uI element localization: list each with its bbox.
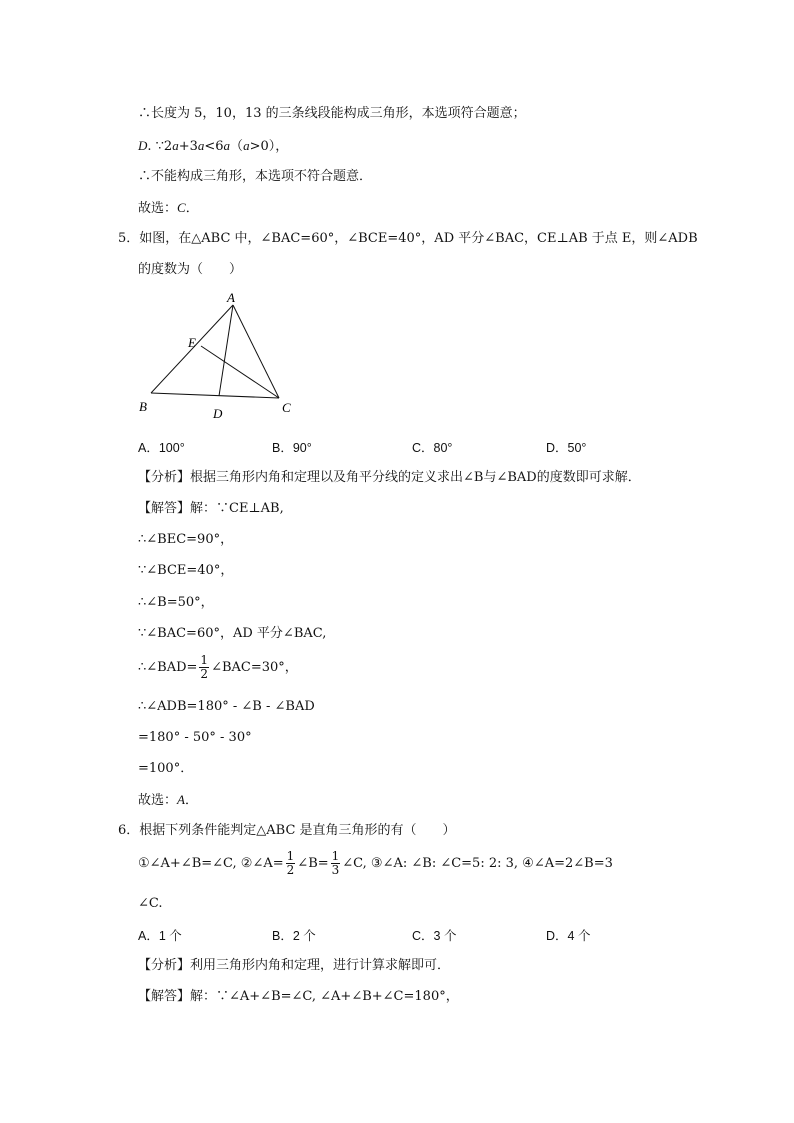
q6-conditions-line-2: ∠C. xyxy=(138,896,163,911)
q5-solution-8: =180° - 50° - 30° xyxy=(138,730,252,745)
q5-solution-1: 【解答】解：∵CE⊥AB, xyxy=(138,501,284,516)
q5-solution-2: ∴∠BEC=90°， xyxy=(138,532,234,547)
fraction-one-half: $\frac{1}{2}$ xyxy=(200,653,209,681)
label-a: A xyxy=(227,290,235,305)
prev-line-1: ∴长度为 5，10，13 的三条线段能构成三角形，本选项符合题意； xyxy=(138,106,526,121)
q5-solution-6: ∴∠BAD= $\frac{1}{2}$ ∠BAC=30°， xyxy=(138,653,298,681)
q5-triangle-figure xyxy=(130,285,310,425)
label-e: E xyxy=(188,335,196,350)
q5-stem-line-2: 的度数为（ ） xyxy=(138,262,243,277)
label-b: B xyxy=(139,399,147,414)
q5-option-c: C．80° xyxy=(412,441,453,455)
q6-option-a: A．1 个 xyxy=(138,929,182,943)
q5-option-b: B．90° xyxy=(272,441,312,455)
q6-stem: 6．根据下列条件能判定△ABC 是直角三角形的有（ ） xyxy=(118,823,456,838)
q5-solution-9: =100°． xyxy=(138,761,194,776)
q5-solution-4: ∴∠B=50°， xyxy=(138,595,214,610)
prev-line-2: D. ∵2a+3a<6a（a>0）， xyxy=(138,138,289,154)
segment-ad xyxy=(219,305,233,396)
q5-option-a: A．100° xyxy=(138,441,185,455)
q5-option-d: D．50° xyxy=(546,441,587,455)
side-ac xyxy=(233,305,279,398)
q5-answer: 故选：A． xyxy=(138,792,198,808)
q6-option-d: D．4 个 xyxy=(546,929,591,943)
q6-option-b: B．2 个 xyxy=(272,929,316,943)
q6-solution-1: 【解答】解：∵∠A+∠B=∠C, ∠A+∠B+∠C=180°， xyxy=(138,989,459,1004)
q5-solution-3: ∵∠BCE=40°， xyxy=(138,563,234,578)
prev-line-3: ∴不能构成三角形，本选项不符合题意． xyxy=(138,169,373,184)
q5-stem-line-1: 5．如图，在△ABC 中，∠BAC=60°，∠BCE=40°，AD 平分∠BAC，CE⊥AB 于点 E，则∠ADB xyxy=(118,231,698,246)
side-bc xyxy=(151,393,279,398)
q6-conditions-line-1: ①∠A+∠B=∠C, ②∠A= $\frac{1}{2}$ ∠B= $\frac{1}{3}$ ∠C, ③∠A: ∠B: ∠C=5: 2: 3, ④∠A=2∠B=3 xyxy=(138,849,613,877)
label-c: C xyxy=(282,400,291,415)
q5-analysis: 【分析】根据三角形内角和定理以及角平分线的定义求出∠B与∠BAD的度数即可求解． xyxy=(138,470,641,485)
prev-answer: 故选：C． xyxy=(138,200,199,216)
q5-solution-7: ∴∠ADB=180° - ∠B - ∠BAD xyxy=(138,699,315,714)
label-d: D xyxy=(213,406,223,421)
q6-analysis: 【分析】利用三角形内角和定理，进行计算求解即可． xyxy=(138,958,451,973)
segment-ce xyxy=(201,346,279,398)
fraction-one-half: $\frac{1}{2}$ xyxy=(286,849,295,877)
q5-solution-5: ∵∠BAC=60°，AD 平分∠BAC, xyxy=(138,626,327,641)
fraction-one-third: $\frac{1}{3}$ xyxy=(331,849,340,877)
q6-option-c: C．3 个 xyxy=(412,929,457,943)
